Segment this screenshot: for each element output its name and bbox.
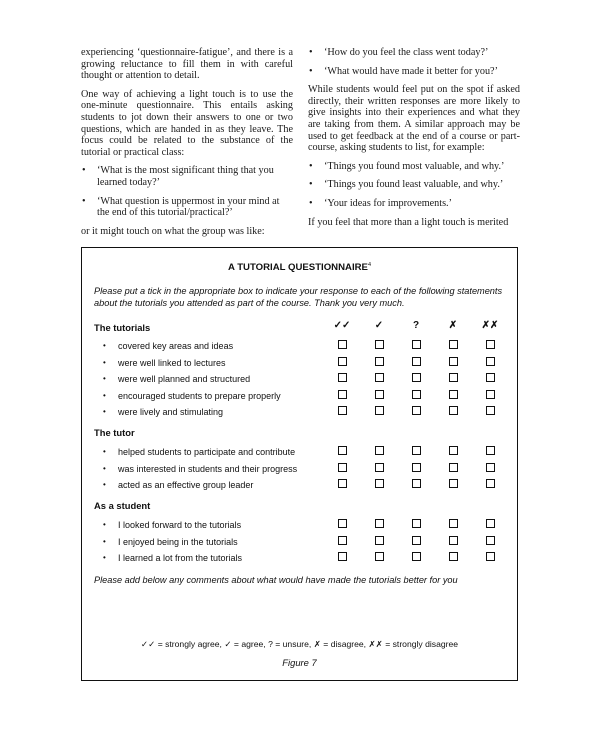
right-paragraph-1: While students would feel put on the spot if asked directly, their written responses are more likely to give insights into their experiences and what they are taking from them. A similar approach may be used to get feedback at the end of a course or part-course, asking students to list, for example: [308,84,520,154]
statement-label: I looked forward to the tutorials [118,520,242,530]
left-paragraph-3: or it might touch on what the group was like: [81,225,265,237]
checkbox-strongly-disagree[interactable] [486,479,495,488]
checkbox-unsure[interactable] [412,552,421,561]
questionnaire-figure [81,247,518,681]
table-row [82,373,517,387]
checkbox-strongly-agree[interactable] [338,373,347,382]
column-header-agree: ✓ [374,320,384,331]
checkbox-agree[interactable] [375,373,384,382]
footnote-marker: 4 [367,262,372,268]
checkbox-strongly-disagree[interactable] [486,406,495,415]
section-heading: The tutorials [94,322,151,333]
checkbox-unsure[interactable] [412,519,421,528]
checkbox-strongly-agree[interactable] [338,357,347,366]
checkbox-agree[interactable] [375,340,384,349]
checkbox-disagree[interactable] [449,463,458,472]
column-header-strongly-disagree: ✗✗ [481,320,499,331]
checkbox-agree[interactable] [375,446,384,455]
bullet-icon: • [103,407,106,416]
table-row [82,446,517,460]
checkbox-strongly-agree[interactable] [338,536,347,545]
checkbox-strongly-agree[interactable] [338,463,347,472]
checkbox-agree[interactable] [375,552,384,561]
checkbox-agree[interactable] [375,357,384,366]
right-paragraph-2: If you feel that more than a light touch is merited [308,216,509,228]
checkbox-agree[interactable] [375,390,384,399]
checkbox-unsure[interactable] [412,463,421,472]
left-paragraph-1: experiencing ‘questionnaire-fatigue’, and there is a growing reluctance to fill them in with careful thought or attention to detail. [81,47,293,82]
checkbox-disagree[interactable] [449,373,458,382]
bullet-icon: • [82,195,86,207]
right-bullet-list-1 [308,47,520,77]
list-item: • ‘What would have made it better for you?’ [309,65,498,77]
bullet-icon: • [103,357,106,367]
bullet-icon: • [103,480,106,489]
checkbox-disagree[interactable] [449,357,458,366]
checkbox-unsure[interactable] [412,479,421,488]
checkbox-strongly-disagree[interactable] [486,340,495,349]
statement-label: acted as an effective group leader [118,480,254,490]
checkbox-unsure[interactable] [412,390,421,399]
checkbox-agree[interactable] [375,463,384,472]
checkbox-agree[interactable] [375,536,384,545]
checkbox-unsure[interactable] [412,536,421,545]
checkbox-disagree[interactable] [449,536,458,545]
checkbox-strongly-disagree[interactable] [486,357,495,366]
checkbox-strongly-disagree[interactable] [486,552,495,561]
bullet-icon: • [103,463,106,473]
left-paragraph-2: One way of achieving a light touch is to use the one-minute questionnaire. This entails asking students to jot down their answers to one or two questions, which are handed in as they leave. The focus could be related to the substance of the tutorial or practical class: [81,88,293,158]
bullet-icon: • [103,520,106,529]
checkbox-disagree[interactable] [449,406,458,415]
checkbox-strongly-disagree[interactable] [486,446,495,455]
statement-label: were well linked to lectures [118,357,226,368]
checkbox-strongly-agree[interactable] [338,552,347,561]
column-header-strongly-agree: ✓✓ [333,320,351,331]
checkbox-strongly-disagree[interactable] [486,536,495,545]
checkbox-agree[interactable] [375,519,384,528]
column-header-disagree: ✗ [448,320,458,331]
checkbox-strongly-disagree[interactable] [486,373,495,382]
list-item: • ‘Things you found least valuable, and why.’ [309,179,504,191]
checkbox-strongly-agree[interactable] [338,446,347,455]
table-row [82,340,517,354]
statement-label: covered key areas and ideas [118,341,234,351]
table-row [82,406,517,420]
checkbox-disagree[interactable] [449,519,458,528]
bullet-icon: • [103,341,106,350]
bullet-icon: • [309,160,313,172]
table-row [82,357,517,371]
list-item: • ‘What question is uppermost in your mind at the end of this tutorial/practical?’ [82,195,280,219]
statement-label: I enjoyed being in the tutorials [118,536,238,547]
statement-label: encouraged students to prepare properly [118,390,281,401]
statement-label: was interested in students and their progress [118,463,298,474]
list-item: • ‘What is the most significant thing that you learned today?’ [82,165,274,188]
bullet-icon: • [103,390,106,400]
bullet-icon: • [309,65,313,77]
bullet-icon: • [103,447,106,456]
list-item: • ‘How do you feel the class went today?’ [309,47,489,58]
left-bullet-list [81,165,293,218]
checkbox-unsure[interactable] [412,406,421,415]
checkbox-strongly-agree[interactable] [338,340,347,349]
checkbox-agree[interactable] [375,406,384,415]
figure-caption: Figure 7 [282,657,317,668]
checkbox-unsure[interactable] [412,373,421,382]
rating-legend: ✓✓ = strongly agree, ✓ = agree, ? = unsure, ✗ = disagree, ✗✗ = strongly disagree [140,639,459,649]
checkbox-strongly-disagree[interactable] [486,463,495,472]
bullet-icon: • [103,553,106,562]
checkbox-disagree[interactable] [449,446,458,455]
right-bullet-list-2 [308,161,520,210]
statement-label: I learned a lot from the tutorials [118,553,243,563]
questionnaire-instructions: Please put a tick in the appropriate box to indicate your response to each of the following statements about the tutorials you attended as part of the course. Thank you very much. [94,286,503,308]
table-row [82,463,517,477]
list-item: • ‘Things you found most valuable, and why.’ [309,160,505,172]
checkbox-strongly-agree[interactable] [338,479,347,488]
left-text-column [81,47,293,237]
right-text-column [308,47,520,228]
table-row [82,519,517,533]
checkbox-strongly-disagree[interactable] [486,390,495,399]
section-heading: As a student [94,500,151,511]
checkbox-strongly-agree[interactable] [338,406,347,415]
checkbox-unsure[interactable] [412,446,421,455]
checkbox-unsure[interactable] [412,340,421,349]
checkbox-disagree[interactable] [449,340,458,349]
statement-label: were well planned and structured [118,374,251,384]
column-header-unsure: ? [412,320,420,331]
bullet-icon: • [309,47,313,58]
statement-label: helped students to participate and contribute [118,447,296,457]
checkbox-strongly-agree[interactable] [338,519,347,528]
statement-label: were lively and stimulating [118,407,224,417]
comments-prompt: Please add below any comments about what would have made the tutorials better for you [94,575,458,585]
bullet-icon: • [309,197,313,209]
checkbox-strongly-agree[interactable] [338,390,347,399]
checkbox-unsure[interactable] [412,357,421,366]
checkbox-agree[interactable] [375,479,384,488]
table-row [82,552,517,566]
bullet-icon: • [82,165,86,177]
table-row [82,536,517,550]
section-heading: The tutor [94,427,135,438]
checkbox-disagree[interactable] [449,479,458,488]
table-row [82,390,517,404]
checkbox-disagree[interactable] [449,390,458,399]
bullet-icon: • [103,374,106,383]
table-row [82,479,517,493]
bullet-icon: • [309,179,313,191]
checkbox-strongly-disagree[interactable] [486,519,495,528]
bullet-icon: • [103,536,106,546]
questionnaire-title: A TUTORIAL QUESTIONNAIRE$^4$ [227,262,372,274]
list-item: • ‘Your ideas for improvements.’ [309,197,452,209]
checkbox-disagree[interactable] [449,552,458,561]
